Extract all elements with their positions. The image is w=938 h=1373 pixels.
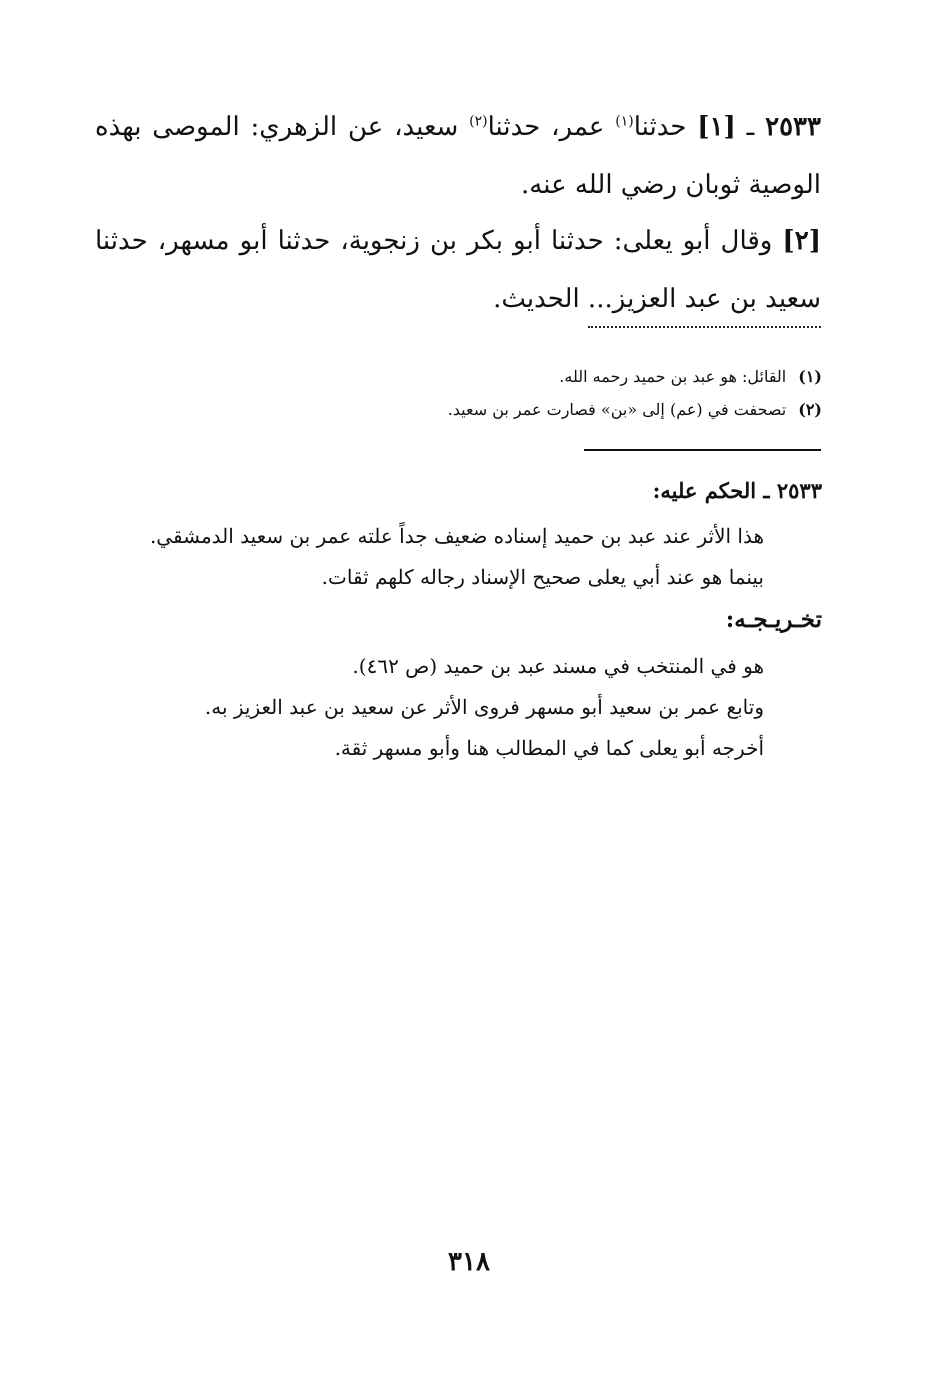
hadith-paragraph-2 — [95, 212, 821, 328]
footnote-number: (١) — [798, 367, 822, 386]
hadith-number: ٢٥٣٣ — [765, 112, 821, 142]
ruling-section — [110, 516, 822, 598]
hadith-text-segment: سعيد، عن الزهري: الموصى بهذه الوصية ثوبان رضي الله عنه. — [95, 112, 821, 200]
footnote-number: (٢) — [798, 400, 822, 419]
footnote-item — [300, 360, 822, 393]
footnote-text: القائل: هو عبد بن حميد رحمه الله. — [559, 367, 787, 386]
takhrij-line: وتابع عمر بن سعيد أبو مسهر فروى الأثر عن سعيد بن عبد العزيز به. — [204, 695, 764, 719]
hadith-paragraph-1 — [95, 98, 821, 214]
footnote-ref-1: (١) — [615, 113, 634, 130]
ruling-heading: ٢٥٣٣ ـ الحكم عليه: — [652, 478, 822, 503]
footnote-ref-2: (٢) — [469, 113, 488, 130]
ruling-line: هذا الأثر عند عبد بن حميد إسناده ضعيف جداً علته عمر بن سعيد الدمشقي. — [149, 524, 764, 548]
hadith-text-segment: عمر، حدثنا — [487, 112, 616, 142]
hadith-text-segment: حدثنا — [633, 112, 698, 142]
section-divider — [584, 449, 821, 451]
takhrij-line: أخرجه أبو يعلى كما في المطالب هنا وأبو مسهر ثقة. — [334, 736, 764, 760]
footnote-text: تصحفت في (عم) إلى «بن» فصارت عمر بن سعيد. — [447, 400, 787, 419]
takhrij-line: هو في المنتخب في مسند عبد بن حميد (ص ٤٦٢). — [352, 654, 764, 678]
footnote-item — [300, 393, 822, 426]
chain-marker-1: [١] — [697, 112, 736, 142]
number-dash: ـ — [735, 112, 766, 142]
hadith-text-segment: وقال أبو يعلى: حدثنا أبو بكر بن زنجوية، حدثنا أبو مسهر، حدثنا سعيد بن عبد العزيز... الحديث. — [95, 226, 821, 314]
footnotes-section — [300, 360, 822, 426]
footnote-dotted-divider — [588, 326, 821, 328]
ruling-line: بينما هو عند أبي يعلى صحيح الإسناد رجاله كلهم ثقات. — [321, 565, 764, 589]
page-number: ٣١٨ — [448, 1247, 490, 1277]
takhrij-section — [110, 646, 822, 769]
takhrij-heading: تخـريـجـه: — [725, 606, 822, 633]
chain-marker-2: [٢] — [782, 226, 821, 256]
